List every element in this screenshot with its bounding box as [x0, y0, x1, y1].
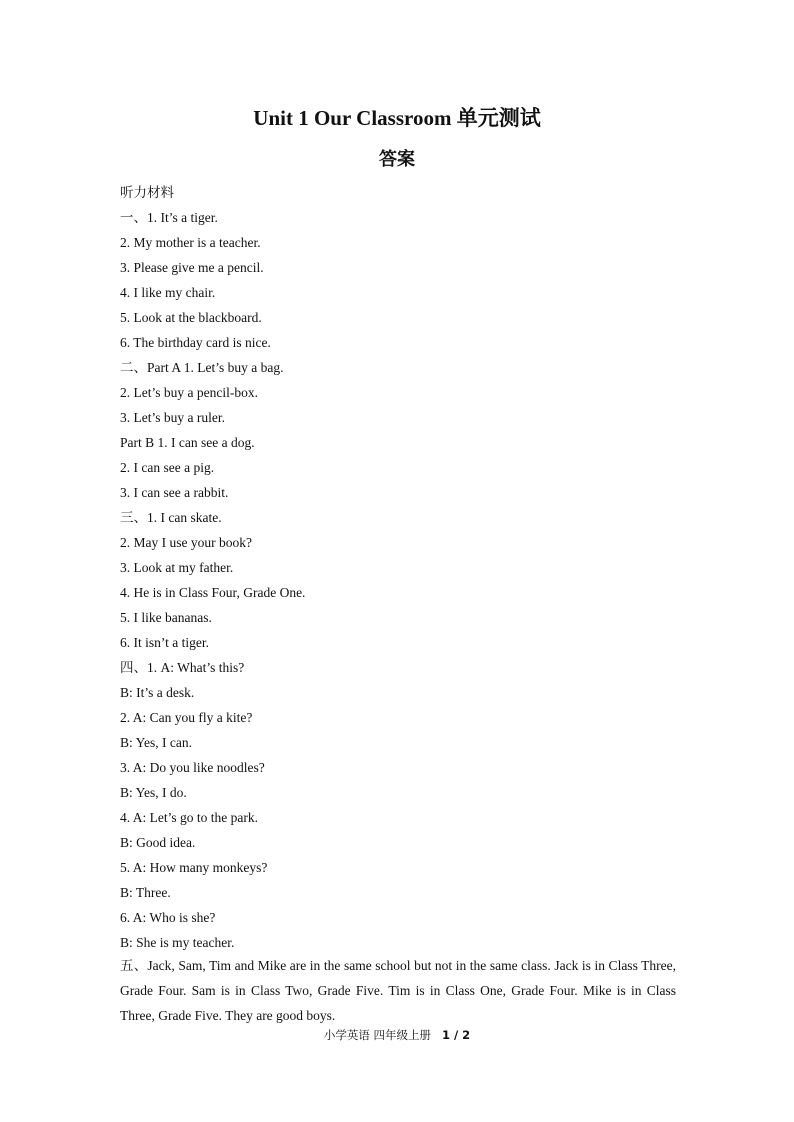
text-line: 3. Let’s buy a ruler. — [120, 410, 225, 425]
text-line: 4. He is in Class Four, Grade One. — [120, 585, 306, 600]
text-line: 2. A: Can you fly a kite? — [120, 710, 253, 725]
text-line: B: Yes, I can. — [120, 735, 193, 750]
text-line: B: She is my teacher. — [120, 935, 235, 950]
text-line: 4. A: Let’s go to the park. — [120, 810, 258, 825]
text-line: B: Three. — [120, 885, 171, 900]
text-line: 4. I like my chair. — [120, 285, 216, 300]
text-line: 2. I can see a pig. — [120, 460, 215, 475]
text-line: 四、1. A: What’s this? — [120, 660, 245, 675]
text-line: 2. My mother is a teacher. — [120, 235, 261, 250]
page-title: Unit 1 Our Classroom 单元测试 — [253, 106, 541, 130]
text-line: 三、1. I can skate. — [120, 510, 222, 525]
text-line: 5. Look at the blackboard. — [120, 310, 262, 325]
passage-paragraph: 五、Jack, Sam, Tim and Mike are in the same school but not in the same class. Jack is in Class Three, Grade Four. Sam is in Class Two, Grade Five. Tim is in Class One, Grade Four. Mike is in Class Three, Grade Five. They are good boys. — [120, 958, 676, 1023]
text-line: 3. A: Do you like noodles? — [120, 760, 265, 775]
text-line: 听力材料 — [120, 185, 174, 200]
text-line: 6. It isn’t a tiger. — [120, 635, 209, 650]
text-line: 二、Part A 1. Let’s buy a bag. — [120, 360, 284, 375]
text-line: 一、1. It’s a tiger. — [120, 210, 218, 225]
page-footer — [0, 1026, 794, 1044]
text-line: 3. I can see a rabbit. — [120, 485, 229, 500]
footer-label: 小学英语 四年级上册 — [323, 1028, 431, 1042]
text-line: 5. A: How many monkeys? — [120, 860, 268, 875]
text-line: B: It’s a desk. — [120, 685, 195, 700]
page-number: 1 / 2 — [441, 1028, 471, 1042]
text-line: 3. Please give me a pencil. — [120, 260, 264, 275]
text-line: B: Good idea. — [120, 835, 196, 850]
answer-lines — [120, 180, 676, 955]
text-line: 3. Look at my father. — [120, 560, 234, 575]
page-subtitle: 答案 — [379, 149, 415, 169]
text-line: 6. A: Who is she? — [120, 910, 216, 925]
text-line: 5. I like bananas. — [120, 610, 212, 625]
text-line: 6. The birthday card is nice. — [120, 335, 271, 350]
text-line: 2. Let’s buy a pencil-box. — [120, 385, 258, 400]
text-line: B: Yes, I do. — [120, 785, 187, 800]
text-line: 2. May I use your book? — [120, 535, 252, 550]
text-line: Part B 1. I can see a dog. — [120, 435, 255, 450]
